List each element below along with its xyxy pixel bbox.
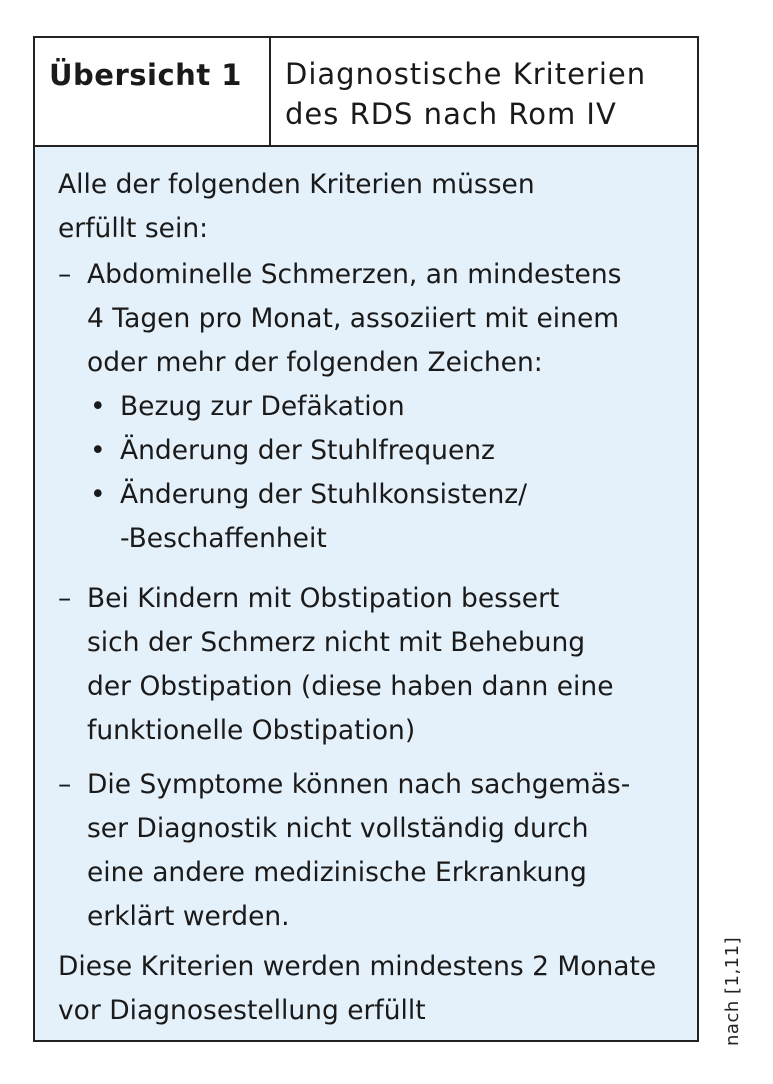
bullet-dot: •: [90, 435, 106, 466]
bullet-line: -Beschaffenheit: [120, 523, 327, 554]
overview-box: [33, 36, 699, 1042]
bullet-line: Änderung der Stuhlkonsistenz/: [120, 479, 528, 510]
criterion-line: Bei Kindern mit Obstipation bessert: [87, 583, 560, 614]
criterion-text: [87, 763, 630, 939]
criterion-line: oder mehr der folgenden Zeichen:: [87, 347, 543, 378]
criterion-text: [87, 577, 614, 753]
criterion-line: 4 Tagen pro Monat, assoziiert mit einem: [87, 303, 620, 334]
criterion-line: erklärt werden.: [87, 901, 290, 932]
criterion-line: Abdominelle Schmerzen, an mindestens: [87, 259, 622, 290]
overview-title: [285, 54, 646, 134]
overview-label: Übersicht 1: [49, 58, 242, 92]
dash-marker: –: [58, 769, 72, 800]
criterion-line: sich der Schmerz nicht mit Behebung: [87, 627, 586, 658]
criterion-line: Die Symptome können nach sachgemäs-: [87, 769, 631, 800]
criterion-text: [87, 253, 622, 554]
bullet-dot: •: [90, 391, 106, 422]
source-reference: nach [1,11]: [722, 936, 743, 1046]
intro-text: [58, 163, 535, 251]
bullet-text: Bezug zur Defäkation: [120, 391, 405, 422]
intro-line: Alle der folgenden Kriterien müssen: [58, 169, 535, 200]
closing-line: Diese Kriterien werden mindestens 2 Monate: [58, 951, 657, 982]
box-header: [35, 38, 697, 147]
criterion-line: funktionelle Obstipation): [87, 715, 416, 746]
criterion-line: ser Diagnostik nicht vollständig durch: [87, 813, 589, 844]
intro-line: erfüllt sein:: [58, 213, 209, 244]
label-cell: [35, 38, 271, 145]
criterion-line: eine andere medizinische Erkrankung: [87, 857, 587, 888]
dash-marker: –: [58, 259, 72, 290]
closing-line: vor Diagnosestellung erfüllt: [58, 995, 426, 1026]
criterion-line: der Obstipation (diese haben dann eine: [87, 671, 614, 702]
closing-text: [58, 945, 656, 1033]
dash-marker: –: [58, 583, 72, 614]
bullet-text: Änderung der Stuhlfrequenz: [120, 435, 495, 466]
title-line: des RDS nach Rom IV: [285, 97, 617, 131]
title-line: Diagnostische Kriterien: [285, 57, 647, 91]
bullet-text: [120, 473, 527, 561]
bullet-dot: •: [90, 479, 106, 510]
